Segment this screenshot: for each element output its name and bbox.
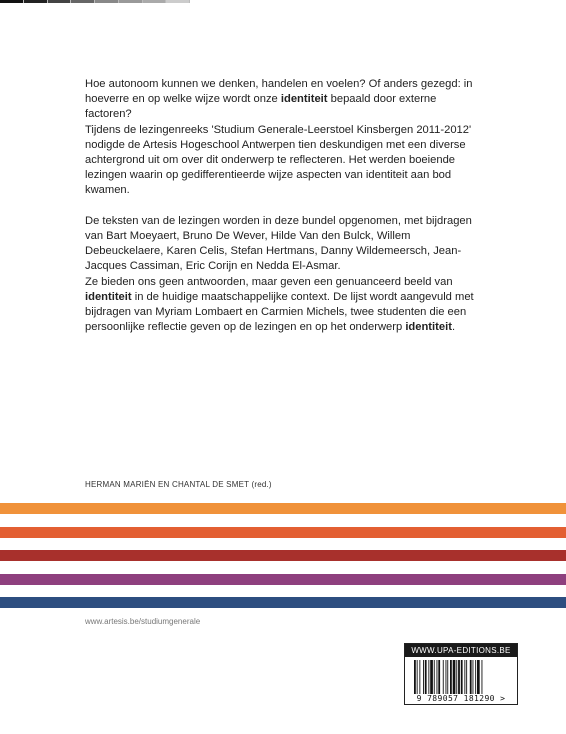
barcode-bar: [437, 660, 438, 694]
stripe-red-orange: [0, 527, 566, 538]
blurb-paragraph-context: Ze bieden ons geen antwoorden, maar geven een genuanceerd beeld van identiteit in de huidige maatschappelijke context. De lijst wordt aangevuld met bijdragen van Myriam Lombaert en Carmien Michels, twee studenten die een persoonlijke reflectie geven op de lezingen en op het onderwerp identiteit.: [85, 275, 474, 334]
barcode-bar: [461, 660, 463, 694]
barcode-bar: [430, 660, 433, 694]
blurb-paragraph-contributors: De teksten van de lezingen worden in deze bundel opgenomen, met bijdragen van Bart Moeyaert, Bruno De Wever, Hilde Van den Bulck, Willem Debeuckelaere, Karen Celis, Stefan Hertmans, Danny Wildemeersch, Jean-Jacques Cassiman, Eric Corijn en Nedda El-Asmar.: [85, 214, 472, 273]
barcode-bar: [470, 660, 472, 694]
barcode-bar: [423, 660, 424, 694]
barcode-bar: [456, 660, 457, 694]
website-link: www.artesis.be/studiumgenerale: [85, 617, 201, 626]
stripe-dark-red: [0, 550, 566, 561]
barcode-bar: [438, 660, 440, 694]
barcode-bar: [458, 660, 460, 694]
barcode-bar: [446, 660, 447, 694]
color-calibration-strip: [0, 0, 190, 3]
barcode-bar: [419, 660, 420, 694]
barcode-bar: [475, 660, 476, 694]
barcode-bar: [447, 660, 448, 694]
isbn-number: 9 789057 181290 >: [416, 694, 506, 703]
barcode-bar: [443, 660, 444, 694]
barcode-bar: [453, 660, 456, 694]
barcode-bar: [450, 660, 452, 694]
barcode-bar: [414, 660, 416, 694]
barcode-bar: [466, 660, 467, 694]
barcode-bar: [434, 660, 435, 694]
barcode-bars: [413, 660, 511, 694]
barcode-bar: [477, 660, 480, 694]
blurb-paragraph-lecture-series: Tijdens de lezingenreeks 'Studium Generale-Leerstoel Kinsbergen 2011-2012' nodigde de Artesis Hogeschool Antwerpen tien deskundigen met een diverse achtergrond uit om over dit onderwerp te reflecteren. Het werden boeiende lezingen waarin op gedifferentieerde wijze aspecten van identiteit aan bod kwamen.: [85, 123, 472, 197]
stripe-blue: [0, 597, 566, 608]
barcode-bar: [482, 660, 483, 694]
back-cover-blurb: [85, 77, 485, 335]
barcode-bar: [428, 660, 429, 694]
barcode-bar: [425, 660, 427, 694]
publisher-url-label: WWW.UPA-EDITIONS.BE: [405, 644, 517, 657]
isbn-barcode: [404, 643, 518, 705]
barcode-bar: [473, 660, 474, 694]
editors-credit: HERMAN MARIËN EN CHANTAL DE SMET (red.): [85, 480, 272, 489]
stripe-purple: [0, 574, 566, 585]
stripe-orange: [0, 503, 566, 514]
blurb-paragraph-intro: Hoe autonoom kunnen we denken, handelen en voelen? Of anders gezegd: in hoeverre en op welke wijze wordt onze identiteit bepaald door externe factoren?: [85, 78, 473, 121]
barcode-bar: [417, 660, 418, 694]
barcode-bar: [464, 660, 465, 694]
